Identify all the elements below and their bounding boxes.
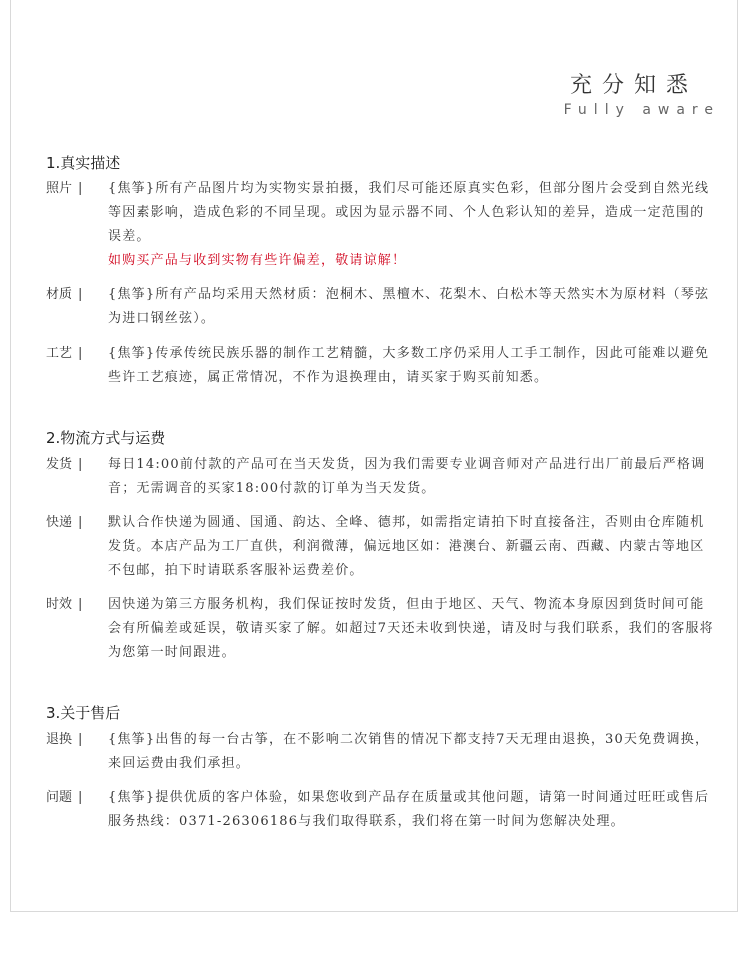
notice-text: 如购买产品与收到实物有些许偏差，敬请谅解！	[108, 253, 407, 268]
section-title-logistics: 2.物流方式与运费	[46, 429, 166, 447]
item-label: 发货 |	[46, 457, 83, 472]
item-label: 快递 |	[46, 515, 83, 530]
item-text: {焦筝}所有产品均采用天然材质：泡桐木、黑檀木、花梨木、白松木等天然实木为原材料（琴弦为进口钢丝弦）。	[108, 287, 710, 326]
section-title-after-sales: 3.关于售后	[46, 704, 121, 722]
page-title: 充分知悉	[569, 73, 698, 98]
item-text: {焦筝}出售的每一台古筝，在不影响二次销售的情况下都支持7天无理由退换，30天免费调换，来回运费由我们承担。	[108, 732, 710, 771]
item-label: 材质 |	[46, 287, 83, 302]
item-label: 问题 |	[46, 790, 83, 805]
section-title-description: 1.真实描述	[46, 154, 121, 172]
page-subtitle: Fully aware	[563, 102, 720, 118]
item-text: 因快递为第三方服务机构，我们保证按时发货，但由于地区、天气、物流本身原因到货时间可能会有所偏差或延误，敬请买家了解。如超过7天还未收到快递，请及时与我们联系，我们的客服将为您第一时间跟进。	[108, 597, 714, 660]
item-text: 每日14:00前付款的产品可在当天发货，因为我们需要专业调音师对产品进行出厂前最后严格调音；无需调音的买家18:00付款的订单为当天发货。	[108, 457, 706, 496]
item-text: {焦筝}传承传统民族乐器的制作工艺精髓，大多数工序仍采用人工手工制作，因此可能难以避免些许工艺痕迹，属正常情况，不作为退换理由，请买家于购买前知悉。	[108, 346, 710, 385]
item-text: 默认合作快递为圆通、国通、韵达、全峰、德邦，如需指定请拍下时直接备注，否则由仓库随机发货。本店产品为工厂直供，利润微薄，偏远地区如：港澳台、新疆云南、西藏、内蒙古等地区不包邮，拍下时请联系客服补运费差价。	[108, 515, 705, 578]
item-label: 时效 |	[46, 597, 83, 612]
item-label: 工艺 |	[46, 346, 83, 361]
item-label: 退换 |	[46, 732, 83, 747]
item-text: {焦筝}所有产品图片均为实物实景拍摄，我们尽可能还原真实色彩，但部分图片会受到自然光线等因素影响，造成色彩的不同呈现。或因为显示器不同、个人色彩认知的差异，造成一定范围的误差。 如购买产品与收到实物有些许偏差，敬请谅解！	[108, 177, 718, 273]
item-text: {焦筝}提供优质的客户体验，如果您收到产品存在质量或其他问题，请第一时间通过旺旺或售后服务热线：0371-26306186与我们取得联系，我们将在第一时间为您解决处理。	[108, 790, 710, 829]
item-label: 照片 |	[46, 181, 83, 196]
